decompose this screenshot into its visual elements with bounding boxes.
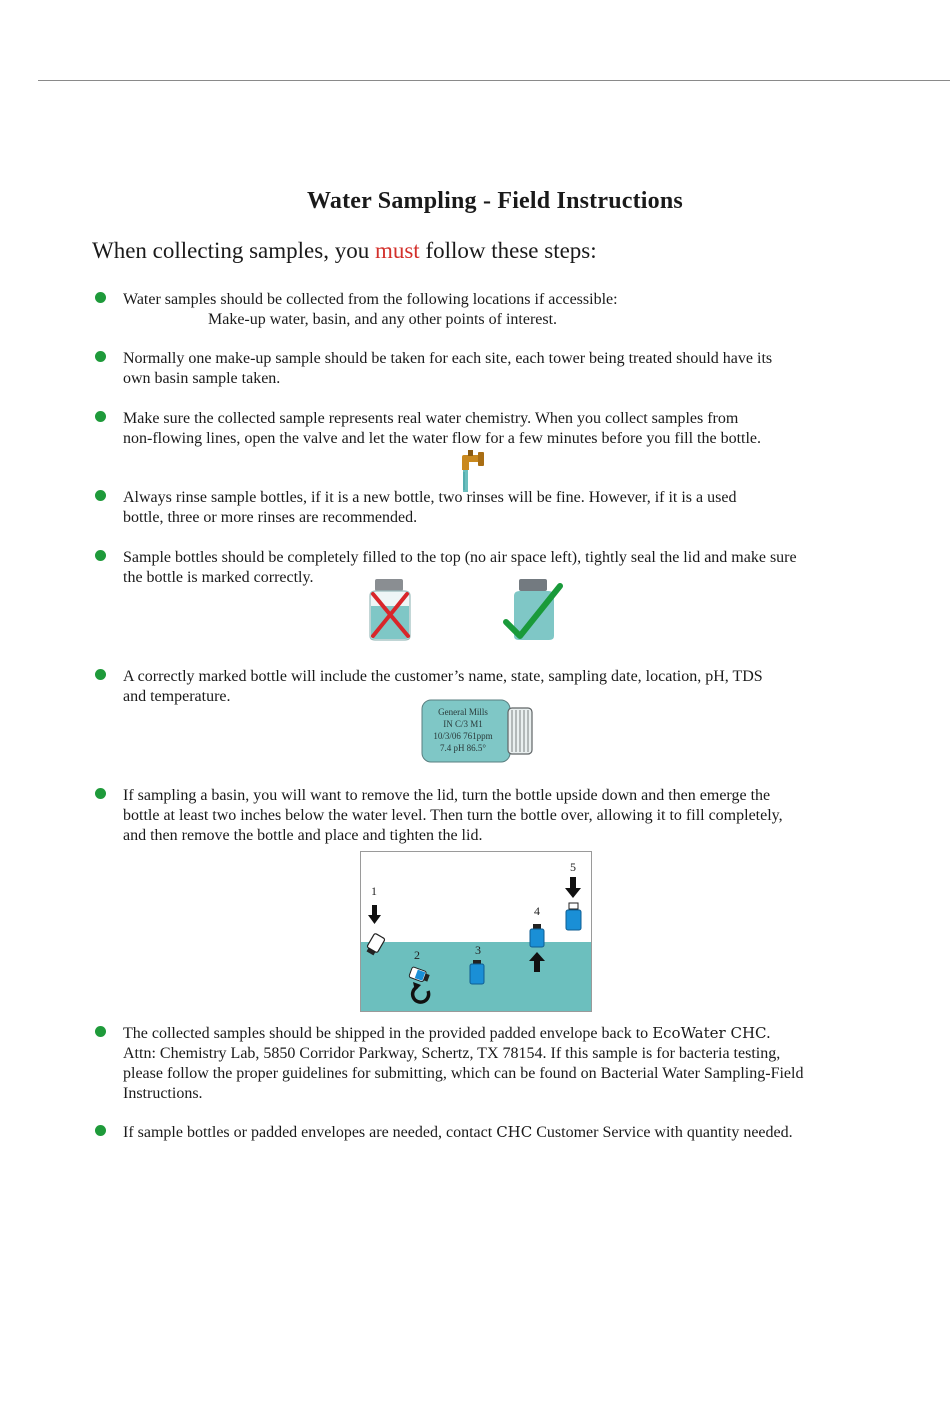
intro-after: follow these steps: <box>419 238 597 263</box>
step-7 <box>123 786 883 846</box>
step-1 <box>123 290 883 330</box>
step-7-line-2: bottle at least two inches below the water level. Then turn the bottle over, allowing it to fill completely, <box>123 807 783 824</box>
step-4-line-2: bottle, three or more rinses are recommended. <box>123 509 418 526</box>
step-3-line-2: non-flowing lines, open the valve and let the water flow for a few minutes before you fill the bottle. <box>123 430 762 447</box>
step-9-text-before: If sample bottles or padded envelopes are needed, contact <box>123 1124 497 1141</box>
step-4 <box>123 488 883 528</box>
bullet-icon <box>95 292 106 303</box>
bullet-icon <box>95 1125 106 1136</box>
bullet-icon <box>95 788 106 799</box>
step-number-2: 2 <box>414 948 420 962</box>
step-5-line-2: the bottle is marked correctly. <box>123 569 314 586</box>
step-number-4: 4 <box>534 904 540 918</box>
step-9-brand: CHC <box>496 1123 533 1141</box>
step-8-line-4: Instructions. <box>123 1085 203 1102</box>
step-2 <box>123 349 883 389</box>
bullet-icon <box>95 490 106 501</box>
step-4-line-1: Always rinse sample bottles, if it is a new bottle, two rinses will be fine. However, if it is a used <box>123 489 737 506</box>
step-6-line-2: and temperature. <box>123 688 231 705</box>
step-1-line-1: Water samples should be collected from the following locations if accessible: <box>123 291 618 308</box>
step-8-line-2: Attn: Chemistry Lab, 5850 Corridor Parkway, Schertz, TX 78154. If this sample is for bacteria testing, <box>123 1045 781 1062</box>
label-line-4: 7.4 pH 86.5° <box>439 743 487 753</box>
step-9-line-1 <box>123 1122 883 1143</box>
intro-before: When collecting samples, you <box>92 238 375 263</box>
step-number-3: 3 <box>475 943 481 957</box>
step-7-line-1: If sampling a basin, you will want to remove the lid, turn the bottle upside down and then emerge the <box>123 787 771 804</box>
page-title: Water Sampling - Field Instructions <box>307 188 683 214</box>
step-number-1: 1 <box>371 884 377 898</box>
step-8 <box>123 1023 883 1104</box>
basin-sampling-diagram <box>360 851 592 1012</box>
step-number-5: 5 <box>570 860 576 874</box>
step-8-shipping-text: The collected samples should be shipped in the provided padded envelope back to <box>123 1025 653 1042</box>
bullet-icon <box>95 550 106 561</box>
step-9 <box>123 1122 883 1143</box>
step-3 <box>123 409 883 449</box>
label-line-2: IN C/3 M1 <box>443 719 483 729</box>
step-1-locations: Make-up water, basin, and any other points of interest. <box>208 311 558 328</box>
step-5-line-1: Sample bottles should be completely filled to the top (no air space left), tightly seal the lid and make sure <box>123 549 797 566</box>
correct-bottle-icon <box>502 578 564 642</box>
intro-line <box>92 238 597 264</box>
bullet-icon <box>95 669 106 680</box>
step-3-line-1: Make sure the collected sample represents real water chemistry. When you collect samples from <box>123 410 739 427</box>
step-8-line-1 <box>123 1023 883 1044</box>
labeled-bottle-illustration <box>420 697 536 765</box>
header-rule <box>38 80 950 81</box>
incorrect-bottle-icon <box>364 578 416 642</box>
label-line-1: General Mills <box>438 707 488 717</box>
label-line-3: 10/3/06 761ppm <box>433 731 493 741</box>
step-8-line-3: please follow the proper guidelines for submitting, which can be found on Bacterial Water Sampling-Field <box>123 1065 804 1082</box>
bullet-icon <box>95 351 106 362</box>
step-9-text-after: Customer Service with quantity needed. <box>532 1124 793 1141</box>
bullet-icon <box>95 411 106 422</box>
step-2-line-1: Normally one make-up sample should be taken for each site, each tower being treated should have its <box>123 350 773 367</box>
step-6-line-1: A correctly marked bottle will include the customer’s name, state, sampling date, location, pH, TDS <box>123 668 763 685</box>
intro-emphasis: must <box>374 238 420 263</box>
step-2-line-2: own basin sample taken. <box>123 370 281 387</box>
bullet-icon <box>95 1026 106 1037</box>
bottle-step-3 <box>470 960 484 984</box>
step-7-line-3: and then remove the bottle and place and tighten the lid. <box>123 827 483 844</box>
step-8-brand: EcoWater CHC. <box>652 1024 771 1042</box>
